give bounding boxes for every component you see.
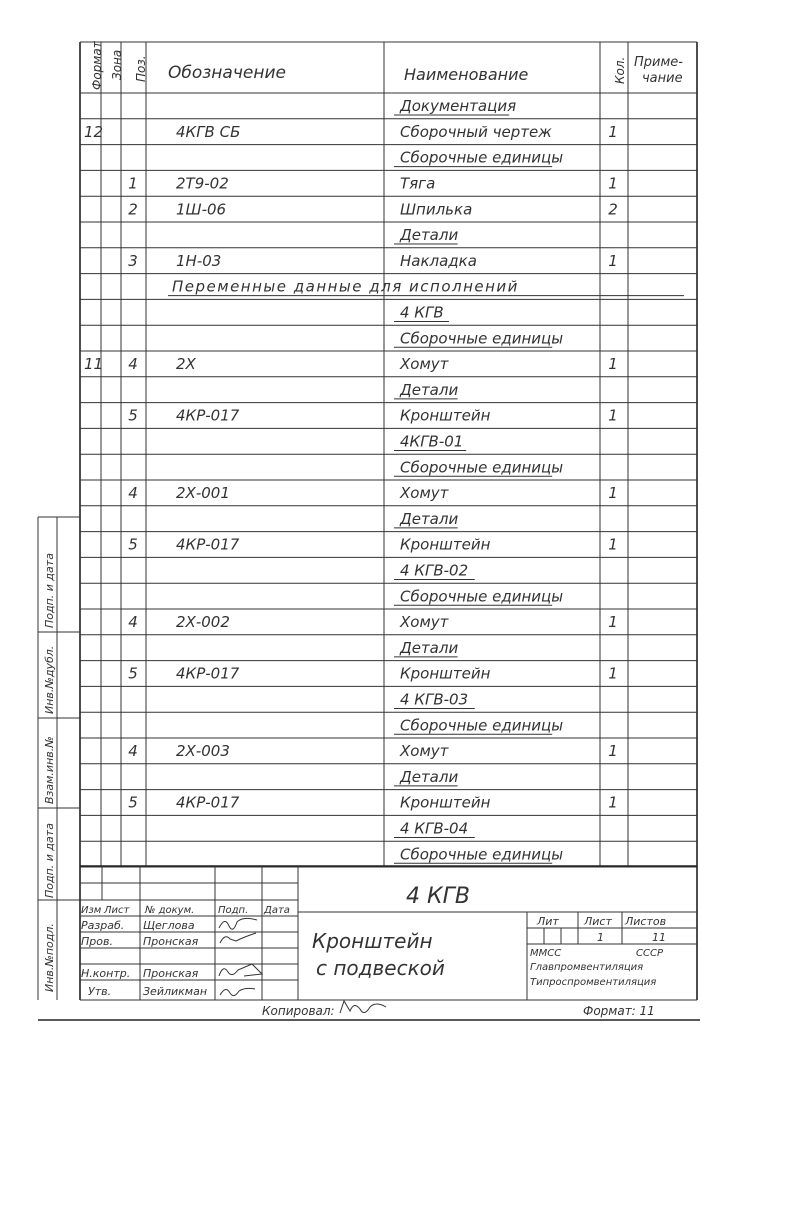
- tb-role-prov: Пров.: [81, 935, 113, 948]
- footer-format-label: Формат: 11: [583, 1004, 655, 1018]
- row-name: Детали: [400, 509, 459, 528]
- row-quantity: 1: [608, 355, 618, 374]
- row-quantity: 1: [608, 793, 618, 812]
- spec-row: [394, 561, 475, 579]
- row-name: 4 КГВ-03: [400, 690, 469, 709]
- spec-row: [394, 432, 466, 450]
- spec-row: [128, 484, 618, 502]
- row-variable-data-heading: Переменные данные для исполнений: [172, 277, 519, 296]
- row-name: Сборочные единицы: [400, 716, 564, 735]
- tb-sheet-value: 1: [597, 931, 604, 944]
- row-name: Хомут: [400, 742, 449, 761]
- row-position: 5: [128, 535, 138, 554]
- spec-row: [128, 794, 618, 812]
- tb-hdr-izm: Изм: [81, 905, 102, 916]
- row-name: 4КГВ-01: [400, 432, 464, 451]
- row-designation: 4КР-017: [176, 793, 240, 812]
- row-position: 1: [128, 174, 138, 193]
- side-label-inv-dubl: Инв.№дубл.: [43, 645, 56, 714]
- tb-code: 4 КГВ: [406, 884, 470, 909]
- footer-copied-label: Копировал:: [262, 1004, 335, 1018]
- row-position: 4: [128, 742, 138, 761]
- side-label-inv-podl: Инв.№подл.: [43, 923, 56, 992]
- tb-hdr-podp: Подп.: [218, 905, 249, 916]
- row-name: Кронштейн: [400, 793, 491, 812]
- row-name: Детали: [400, 767, 459, 786]
- tb-hdr-data: Дата: [264, 905, 290, 916]
- row-position: 5: [128, 406, 138, 425]
- row-name: Сборочные единицы: [400, 329, 564, 348]
- tb-org1-left: ММСС: [530, 948, 562, 959]
- header-zone: Зона: [110, 49, 124, 80]
- tb-role-nkontr: Н.контр.: [81, 967, 131, 980]
- row-position: 2: [128, 200, 138, 219]
- tb-role-razrab: Разраб.: [81, 919, 125, 932]
- spec-row: [128, 742, 618, 760]
- spec-row: [394, 510, 458, 528]
- row-name: 4 КГВ: [400, 303, 444, 322]
- spec-row: [128, 665, 618, 683]
- spec-row: [128, 200, 618, 218]
- spec-row: [394, 639, 458, 657]
- row-name: Детали: [400, 638, 459, 657]
- tb-org1-right: СССР: [636, 948, 663, 959]
- side-label-podp-data-1: Подп. и дата: [43, 823, 56, 898]
- spec-row: [84, 355, 618, 373]
- row-format: 11: [84, 355, 104, 374]
- spec-row: [394, 458, 563, 476]
- spec-row: [394, 381, 458, 399]
- spec-row: [394, 819, 475, 837]
- row-position: 5: [128, 793, 138, 812]
- tb-name-razrab: Щеглова: [143, 919, 195, 932]
- tb-name-utv: Зейликман: [143, 985, 208, 998]
- row-name: Сборочные единицы: [400, 458, 564, 477]
- row-quantity: 1: [608, 251, 618, 270]
- row-name: Детали: [400, 226, 459, 245]
- row-name: Накладка: [400, 251, 477, 270]
- row-quantity: 1: [608, 174, 618, 193]
- row-name: Кронштейн: [400, 664, 491, 683]
- tb-org3: Типроспромвентиляция: [530, 977, 657, 988]
- row-name: Сборочные единицы: [400, 587, 564, 606]
- spec-row: [394, 768, 458, 786]
- spec-row: [394, 226, 458, 244]
- row-designation: 4КГВ СБ: [176, 122, 241, 141]
- spec-row: [394, 716, 563, 734]
- spec-row: [84, 123, 618, 141]
- tb-name-prov: Пронская: [143, 935, 199, 948]
- spec-row: [394, 845, 563, 863]
- spec-row: [394, 97, 516, 115]
- header-format: Формат: [90, 41, 104, 90]
- header-name: Наименование: [404, 65, 529, 84]
- row-position: 4: [128, 613, 138, 632]
- row-quantity: 1: [608, 613, 618, 632]
- row-designation: 2Х: [176, 355, 196, 374]
- row-quantity: 2: [608, 200, 618, 219]
- row-position: 3: [128, 251, 138, 270]
- row-name: 4 КГВ-02: [400, 561, 469, 580]
- row-quantity: 1: [608, 484, 618, 503]
- spec-row: [128, 536, 618, 554]
- row-position: 4: [128, 484, 138, 503]
- row-name: Хомут: [400, 484, 449, 503]
- row-designation: 1Н-03: [176, 251, 222, 270]
- spec-row: [168, 278, 684, 296]
- footer-copied-signature: [340, 1001, 386, 1013]
- tb-sheets-value: 11: [652, 931, 666, 944]
- tb-hdr-doc: № докум.: [145, 905, 195, 916]
- row-name: Кронштейн: [400, 406, 491, 425]
- tb-sheets-label: Листов: [625, 915, 667, 928]
- row-quantity: 1: [608, 742, 618, 761]
- row-quantity: 1: [608, 122, 618, 141]
- row-name: Сборочные единицы: [400, 148, 564, 167]
- row-designation: 4КР-017: [176, 535, 240, 554]
- row-format: 12: [84, 122, 104, 141]
- row-designation: 2Х-003: [176, 742, 230, 761]
- spec-row: [394, 690, 475, 708]
- tb-title-line2: с подвеской: [316, 956, 445, 980]
- tb-title-line1: Кронштейн: [312, 929, 433, 953]
- row-name: Хомут: [400, 613, 449, 632]
- tb-lit-label: Лит: [537, 915, 559, 928]
- spec-row: [394, 587, 563, 605]
- tb-org2: Главпромвентиляция: [530, 962, 644, 973]
- spec-row: [128, 613, 618, 631]
- row-designation: 4КР-017: [176, 664, 240, 683]
- side-label-vzam-inv: Взам.инв.№: [43, 736, 56, 804]
- signature-prov: [220, 933, 256, 943]
- row-designation: 1Ш-06: [176, 200, 227, 219]
- spec-row: [128, 252, 618, 270]
- row-name: Сборочные единицы: [400, 845, 564, 864]
- signature-nkontr: [219, 964, 262, 976]
- row-designation: 4КР-017: [176, 406, 240, 425]
- row-quantity: 1: [608, 664, 618, 683]
- row-lines: [80, 119, 697, 867]
- signature-razrab: [219, 918, 257, 929]
- spec-row: [394, 303, 449, 321]
- row-name: Шпилька: [400, 200, 473, 219]
- tb-name-nkontr: Пронская: [143, 967, 199, 980]
- row-designation: 2Т9-02: [176, 174, 229, 193]
- title-block: [80, 866, 697, 1000]
- row-designation: 2Х-001: [176, 484, 230, 503]
- row-name: Сборочный чертеж: [400, 122, 552, 141]
- spec-row: [394, 149, 563, 167]
- row-name: Кронштейн: [400, 535, 491, 554]
- row-name: Тяга: [400, 174, 436, 193]
- signature-utv: [220, 988, 255, 995]
- header-pos: Поз.: [134, 55, 148, 82]
- row-quantity: 1: [608, 535, 618, 554]
- header-designation: Обозначение: [168, 63, 286, 83]
- header-qty: Кол.: [613, 56, 627, 84]
- spec-row: [128, 174, 618, 192]
- row-name: Хомут: [400, 355, 449, 374]
- side-label-podp-data-2: Подп. и дата: [43, 553, 56, 628]
- spec-row: [394, 329, 563, 347]
- row-name: 4 КГВ-04: [400, 819, 469, 838]
- header-note-2: чание: [642, 71, 683, 86]
- side-strip: [38, 517, 80, 1000]
- row-quantity: 1: [608, 406, 618, 425]
- tb-sheet-label: Лист: [584, 915, 612, 928]
- header-note-1: Приме-: [634, 55, 683, 70]
- row-position: 4: [128, 355, 138, 374]
- row-name: Детали: [400, 380, 459, 399]
- tb-role-utv: Утв.: [88, 985, 112, 998]
- spec-row: [128, 407, 618, 425]
- row-designation: 2Х-002: [176, 613, 230, 632]
- tb-hdr-list: Лист: [104, 905, 130, 916]
- row-name: Документация: [400, 97, 517, 116]
- row-position: 5: [128, 664, 138, 683]
